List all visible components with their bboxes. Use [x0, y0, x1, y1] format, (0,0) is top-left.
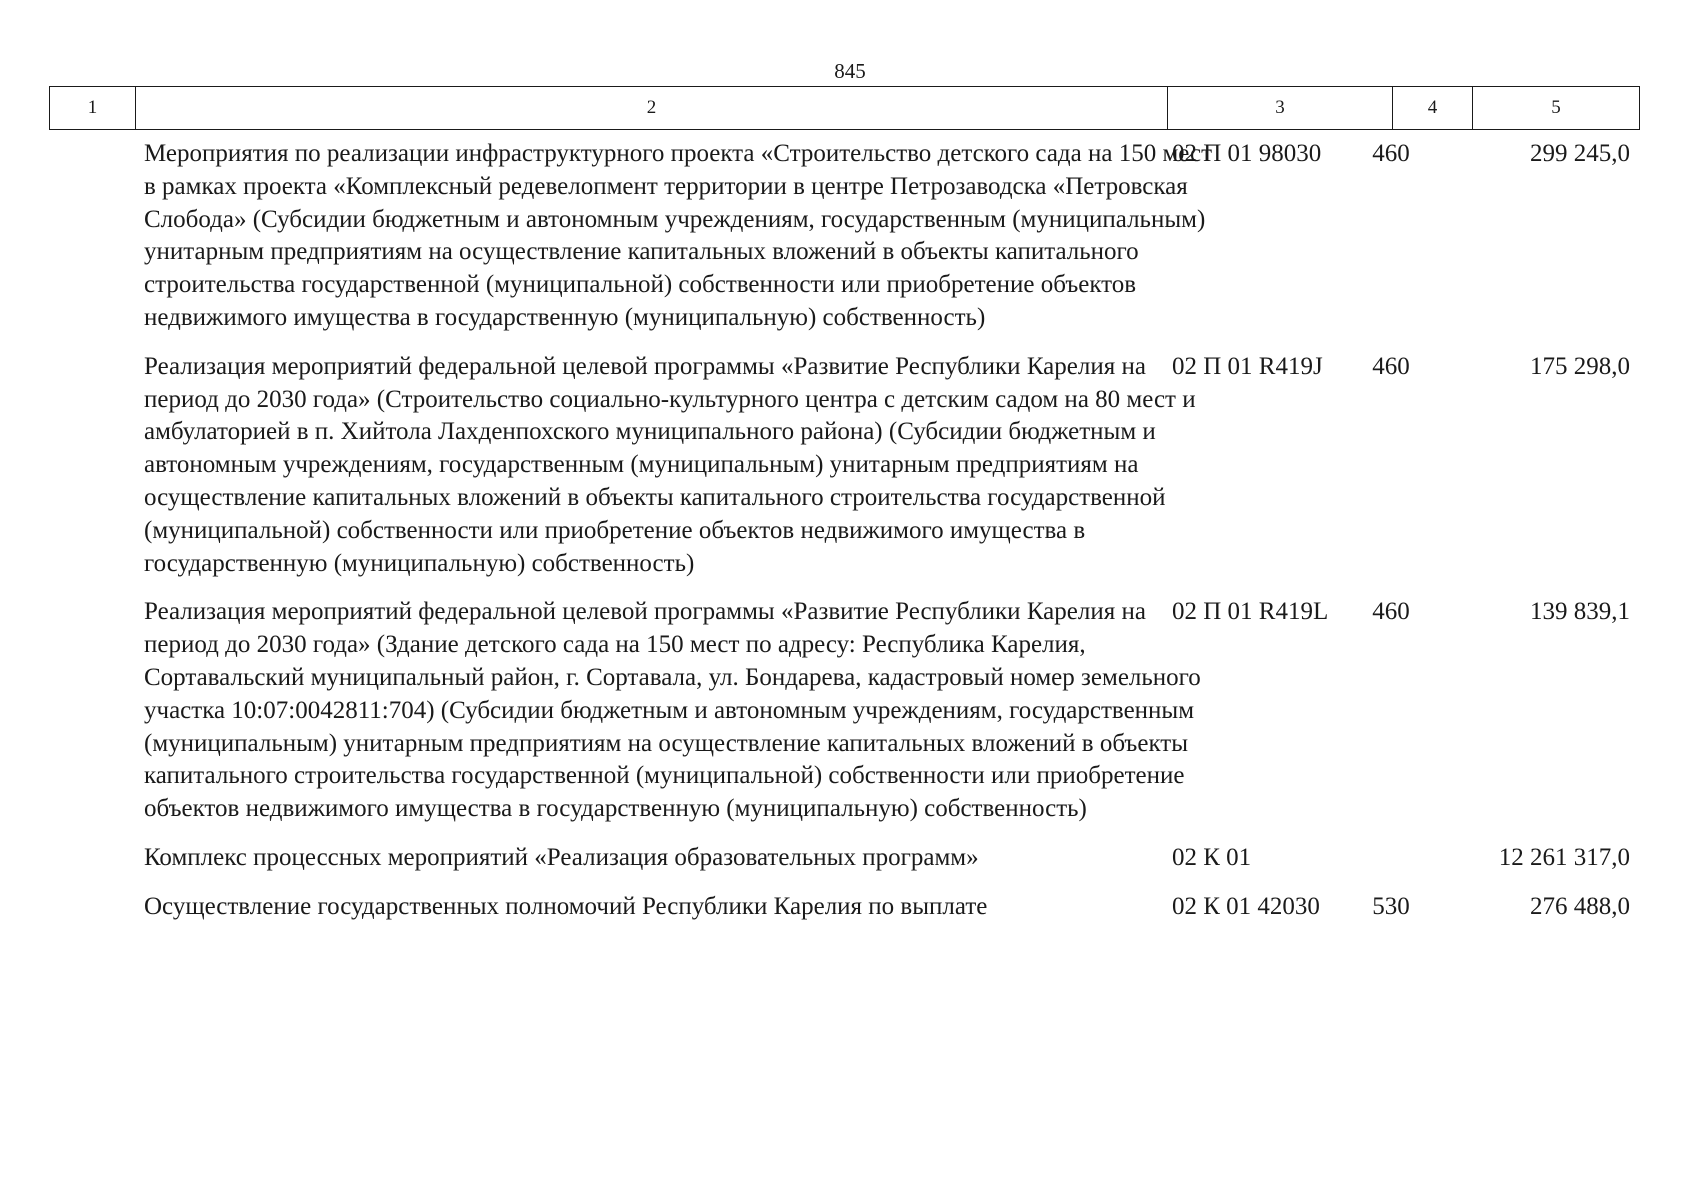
- table-row: [49, 138, 1639, 335]
- column-header-5: 5: [1473, 87, 1640, 130]
- row-amount: 175 298,0: [1530, 352, 1630, 380]
- row-amount: 299 245,0: [1530, 140, 1630, 167]
- column-header-1: 1: [50, 87, 136, 130]
- table-row: [49, 596, 1639, 826]
- row-amount: 139 839,1: [1530, 598, 1630, 626]
- row-description: Реализация мероприятий федеральной целевой программы «Развитие Республики Карелия на период до 2030 года» (Строительство социально-культурного центра с детским садом на 80 мест и амбулаторией в п. Хийтола Лахденпохского муниципального района) (Субсидии бюджетным и автономным учреждениям, государственным (муниципальным) унитарным предприятиям на осуществление капитальных вложений в объекты капитального строительства государственной (муниципальной) собственности или приобретение объектов недвижимого имущества в государственную (муниципальную) собственность): [144, 352, 1196, 577]
- row-code: 02 К 01 42030: [1172, 892, 1320, 920]
- row-expense-type: 530: [1372, 892, 1410, 920]
- column-header-row: [50, 87, 1640, 130]
- row-code: 02 П 01 98030: [1172, 140, 1322, 167]
- row-expense-type: 460: [1372, 352, 1410, 380]
- row-code: 02 П 01 R419J: [1172, 352, 1323, 380]
- row-expense-type: 460: [1372, 140, 1410, 167]
- column-header-4: 4: [1393, 87, 1473, 130]
- row-expense-type: 460: [1372, 598, 1410, 626]
- table-row: [49, 842, 1639, 875]
- row-amount: 276 488,0: [1530, 892, 1630, 920]
- row-description: Комплекс процессных мероприятий «Реализация образовательных программ»: [144, 843, 979, 871]
- page-number: 845: [834, 59, 866, 83]
- row-description: Осуществление государственных полномочий Республики Карелия по выплате: [144, 892, 988, 920]
- column-header-2: 2: [136, 87, 1168, 130]
- row-code: 02 П 01 R419L: [1172, 598, 1329, 626]
- row-description: Реализация мероприятий федеральной целевой программы «Развитие Республики Карелия на период до 2030 года» (Здание детского сада на 150 мест по адресу: Республика Карелия, Сортавальский муниципальный район, г. Сортавала, ул. Бондарева, кадастровый номер земельного участка 10:07:0042811:704) (Субсидии бюджетным и автономным учреждениям, государственным (муниципальным) унитарным предприятиям на осуществление капитальных вложений в объекты капитального строительства государственной (муниципальной) собственности или приобретение объектов недвижимого имущества в государственную (муниципальную) собственность): [144, 598, 1201, 823]
- row-code: 02 К 01: [1172, 843, 1252, 871]
- table-row: [49, 351, 1639, 581]
- column-header-3: 3: [1168, 87, 1393, 130]
- budget-rows: [49, 138, 1639, 924]
- row-amount: 12 261 317,0: [1498, 843, 1630, 871]
- table-row: [49, 891, 1639, 924]
- row-description: Мероприятия по реализации инфраструктурного проекта «Строительство детского сада на 150 мест в рамках проекта «Комплексный редевелопмент территории в центре Петрозаводска «Петровская Слобода» (Субсидии бюджетным и автономным учреждениям, государственным (муниципальным) унитарным предприятиям на осуществление капитальных вложений в объекты капитального строительства государственной (муниципальной) собственности или приобретение объектов недвижимого имущества в государственную (муниципальную) собственность): [144, 140, 1213, 331]
- column-header-table: [49, 86, 1640, 130]
